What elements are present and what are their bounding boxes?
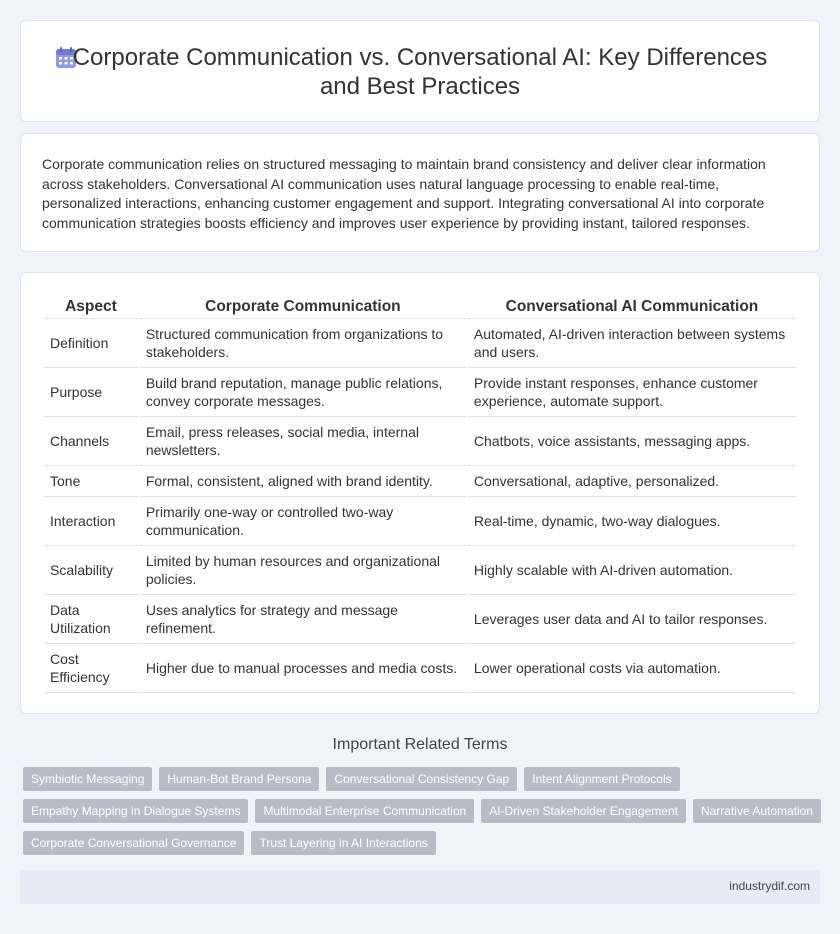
cell-ai: Highly scalable with AI-driven automation. [468,546,796,595]
footer-site[interactable]: industrydif.com [729,879,810,893]
table-row [44,319,796,368]
cell-ai: Automated, AI-driven interaction between systems and users. [468,319,796,368]
table-row [44,546,796,595]
cell-corporate: Formal, consistent, aligned with brand identity. [140,466,466,497]
header-corporate: Corporate Communication [140,296,466,319]
table-row [44,497,796,546]
cell-corporate: Limited by human resources and organizational policies. [140,546,466,595]
footer [20,870,820,904]
cell-corporate: Uses analytics for strategy and message refinement. [140,595,466,644]
cell-ai: Lower operational costs via automation. [468,644,796,693]
title-card [20,20,820,122]
cell-aspect: Definition [44,319,138,368]
related-term-tag[interactable]: Multimodal Enterprise Communication [255,799,474,823]
cell-aspect: Cost Efficiency [44,644,138,693]
table-row [44,595,796,644]
cell-aspect: Data Utilization [44,595,138,644]
table-row [44,368,796,417]
cell-aspect: Purpose [44,368,138,417]
related-term-tag[interactable]: Narrative Automation [693,799,821,823]
cell-corporate: Email, press releases, social media, internal newsletters. [140,417,466,466]
header-ai: Conversational AI Communication [468,296,796,319]
page-title [21,43,819,101]
cell-ai: Leverages user data and AI to tailor responses. [468,595,796,644]
intro-card [20,133,820,252]
cell-aspect: Channels [44,417,138,466]
cell-corporate: Structured communication from organizations to stakeholders. [140,319,466,368]
related-term-tag[interactable]: Human-Bot Brand Persona [159,767,319,791]
related-term-tag[interactable]: Symbiotic Messaging [23,767,152,791]
header-aspect: Aspect [44,296,138,319]
related-term-tag[interactable]: Corporate Conversational Governance [23,831,244,855]
related-term-tag[interactable]: Conversational Consistency Gap [326,767,517,791]
page-title-line1: Corporate Communication vs. Conversational AI: Key Differences [72,44,768,71]
cell-aspect: Interaction [44,497,138,546]
related-terms-title: Important Related Terms [332,736,508,753]
cell-ai: Chatbots, voice assistants, messaging apps. [468,417,796,466]
related-terms-list [23,767,823,863]
cell-corporate: Build brand reputation, manage public relations, convey corporate messages. [140,368,466,417]
comparison-card [20,272,820,714]
related-term-tag[interactable]: Empathy Mapping in Dialogue Systems [23,799,248,823]
cell-ai: Conversational, adaptive, personalized. [468,466,796,497]
cell-corporate: Primarily one-way or controlled two-way communication. [140,497,466,546]
cell-corporate: Higher due to manual processes and media costs. [140,644,466,693]
cell-aspect: Tone [44,466,138,497]
table-row [44,644,796,693]
related-term-tag[interactable]: Trust Layering in AI Interactions [251,831,435,855]
related-term-tag[interactable]: Intent Alignment Protocols [524,767,679,791]
intro-text: Corporate communication relies on structured messaging to maintain brand consistency and deliver clear information across stakeholders. Conversational AI communication uses natural language processing to enable real-time, personalized interactions, enhancing customer engagement and support. Integrating conversational AI into corporate communication strategies boosts efficiency and improves user experience by providing instant, tailored responses. [42,156,766,231]
table-row [44,417,796,466]
table-row [44,466,796,497]
cell-ai: Provide instant responses, enhance customer experience, automate support. [468,368,796,417]
cell-aspect: Scalability [44,546,138,595]
comparison-table [42,296,798,693]
related-term-tag[interactable]: AI-Driven Stakeholder Engagement [481,799,686,823]
page-title-line2: and Best Practices [319,73,521,100]
cell-ai: Real-time, dynamic, two-way dialogues. [468,497,796,546]
